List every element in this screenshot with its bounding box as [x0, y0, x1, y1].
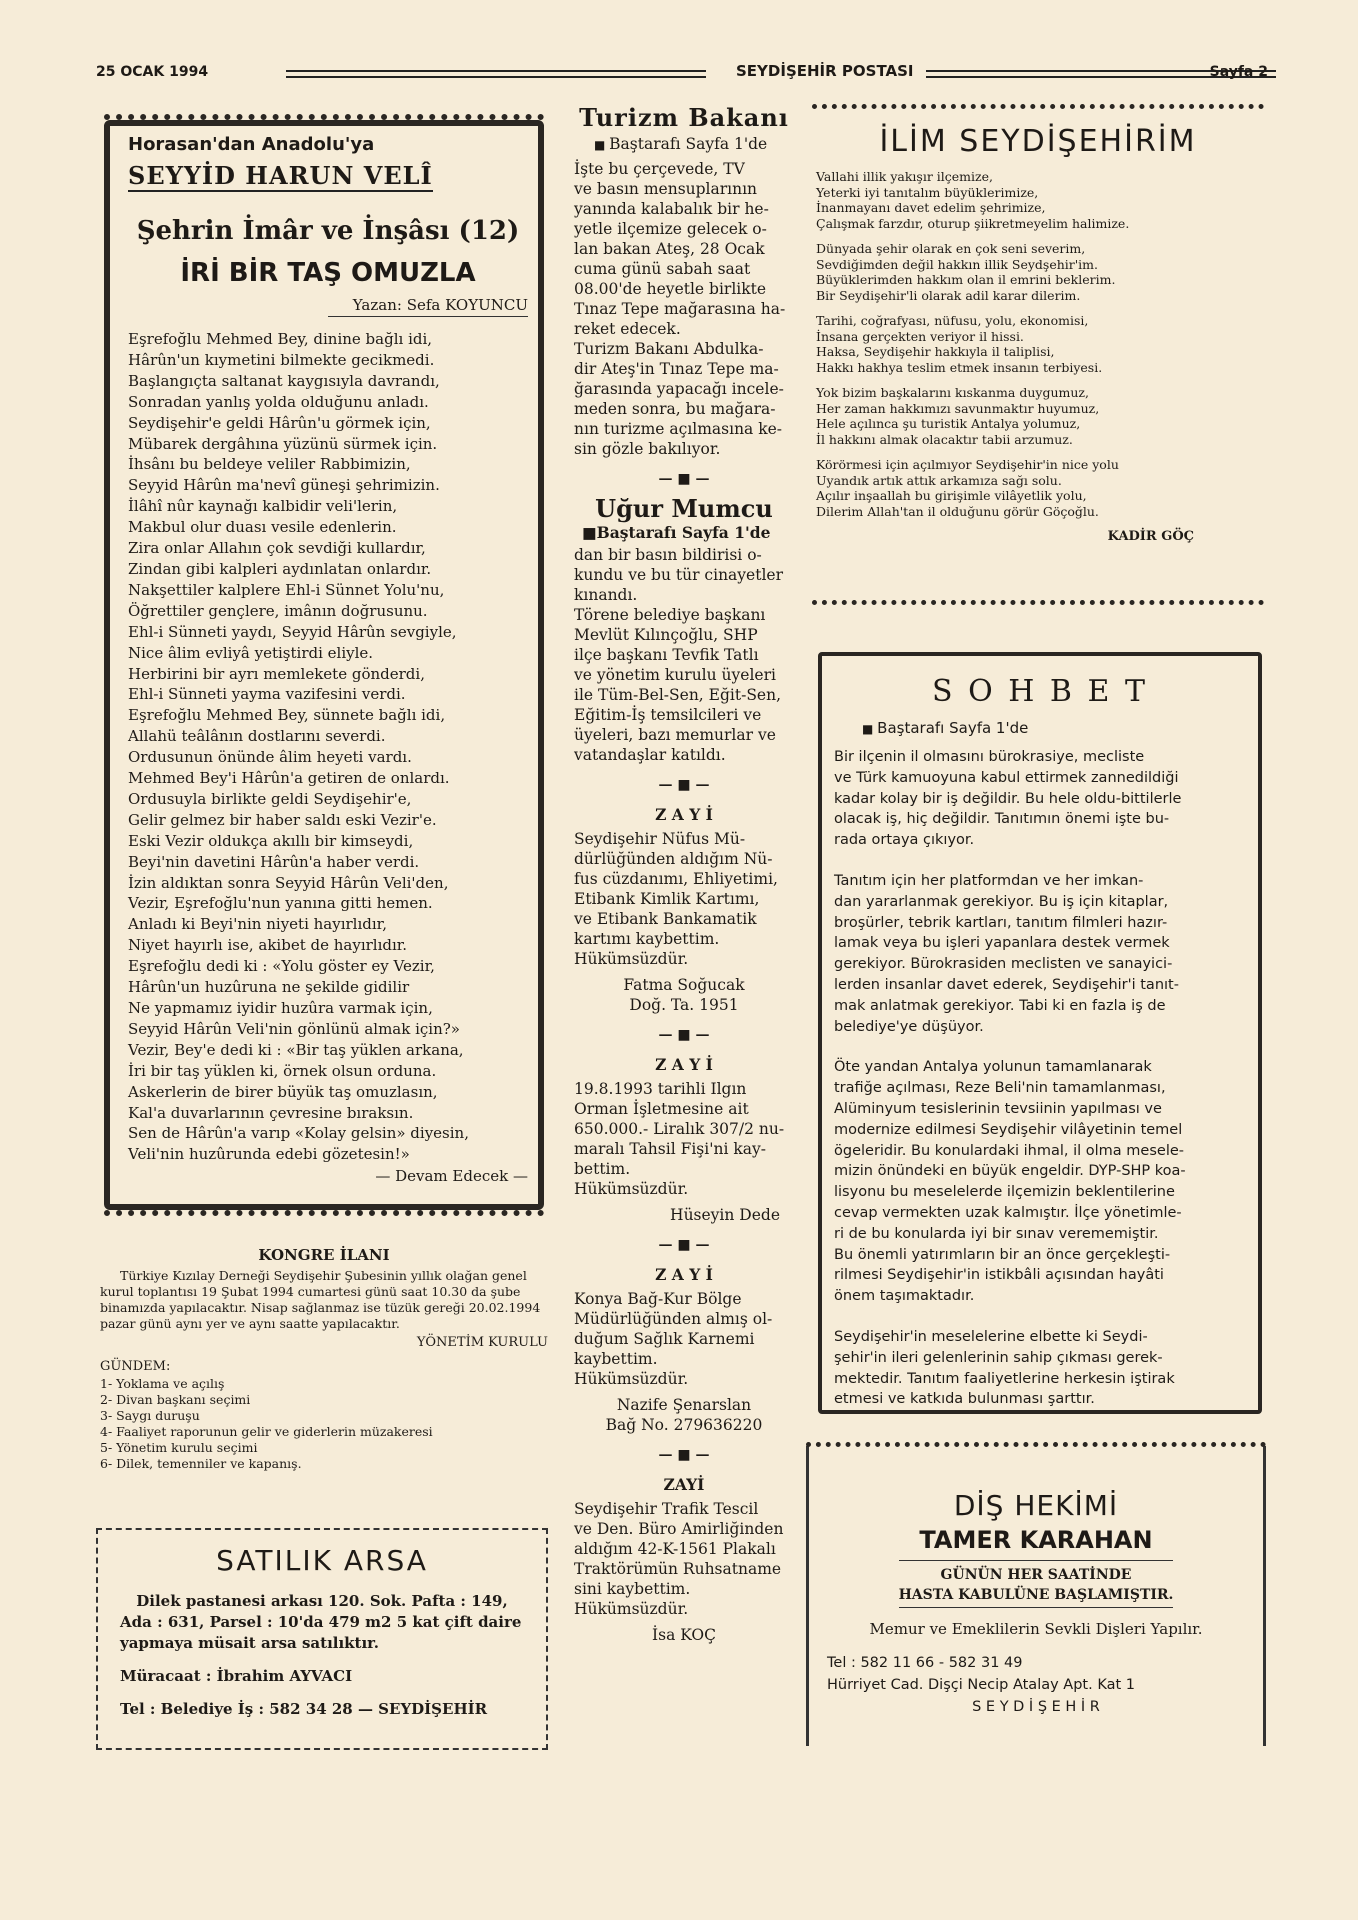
zayi-sign: Nazife Şenarslan	[616, 1396, 752, 1414]
stanza-line: Hele açılınca şu turistik Antalya yolumuz,	[816, 416, 1081, 431]
text-line: vatandaşlar katıldı.	[574, 746, 726, 764]
separator: — ■ —	[658, 777, 710, 793]
poem-line: Mübarek dergâhına yüzünü sürmek için.	[128, 434, 438, 453]
poem-author: Yazan: Sefa KOYUNCU	[328, 296, 528, 317]
text-line: dan bir basın bildirisi o-	[574, 546, 762, 564]
gundem-item: 6- Dilek, temenniler ve kapanış.	[100, 1456, 302, 1471]
poem-line: Mehmed Bey'i Hârûn'a getiren de onlardı.	[128, 769, 450, 788]
stanza-line: Hakkı hakhya teslim etmek insanın terbiyesi.	[816, 359, 1103, 375]
zayi-title: Z A Y İ	[655, 1265, 713, 1284]
poem-line: Zira onlar Allahın çok sevdiği kullardır,	[128, 539, 426, 558]
turizm-title: Turizm Bakanı	[579, 103, 789, 132]
text-line: Mevlüt Kılınçoğlu, SHP	[574, 626, 758, 644]
zayi-title: ZAYİ	[663, 1475, 705, 1494]
kongre-body: Türkiye Kızılay Derneği Seydişehir Şubesinin yıllık olağan genel kurul toplantısı 19 Şubat 1994 cumartesi günü saat 10.30 da şube binamızda yapılacaktır. Nisap sağlanmaz ise tüzük gereği 20.02.1994 pazar günü aynı yer ve aynı saatte yapılacaktır.	[100, 1268, 541, 1331]
text-line: Bu önemli yatırımların bir an önce gerçekleşti-	[834, 1246, 1171, 1263]
text-line: Turizm Bakanı Abdulka-	[574, 340, 764, 358]
poem-name: SEYYİD HARUN VELÎ	[128, 161, 433, 190]
poem-line: İri bir taş yüklen ki, örnek olsun orduna.	[128, 1061, 437, 1080]
poem-line: Makbul olur duası vesile edenlerin.	[128, 518, 397, 537]
poem-line: Ordusuyla birlikte geldi Seydişehir'e,	[128, 789, 412, 808]
text-line: gerekiyor. Bürokrasiden meclisten ve sanayici-	[834, 956, 1173, 973]
sohbet-paragraph	[834, 747, 1248, 851]
gundem-list	[100, 1376, 548, 1472]
text-line: belediye'ye düşüyor.	[834, 1018, 984, 1035]
text-line: kundu ve bu tür cinayetler	[574, 566, 783, 584]
text-line: meden sonra, bu mağara-	[574, 400, 776, 418]
text-line: kadar kolay bir iş değildir. Bu hele oldu-bittilerle	[834, 790, 1182, 807]
wavy-border	[104, 1210, 544, 1216]
kongre-notice	[100, 1246, 548, 1472]
separator: — ■ —	[658, 471, 710, 487]
stanza-line: Her zaman hakkımızı savunmaktır huyumuz,	[816, 400, 1100, 416]
gundem-title: GÜNDEM:	[100, 1359, 171, 1374]
text-line: Tınaz Tepe mağarasına ha-	[574, 300, 786, 318]
poem-line: İzin aldıktan sonra Seyyid Hârûn Veli'den,	[128, 873, 449, 892]
poem-line: İlâhî nûr kaynağı kalbidir veli'lerin,	[128, 497, 398, 516]
text-line: cuma günü sabah saat	[574, 260, 751, 278]
poem-line: Vezir, Eşrefoğlu'nun yanına gitti hemen.	[128, 894, 433, 913]
text-line: Öte yandan Antalya yolunun tamamlanarak	[834, 1059, 1152, 1076]
text-line: dir Ateş'in Tınaz Tepe ma-	[574, 360, 779, 378]
poem-content	[128, 134, 528, 1185]
arsa-contact: Müracaat : İbrahim AYVACI	[120, 1667, 353, 1685]
wavy-border	[104, 114, 544, 120]
text-line: Eğitim-İş temsilcileri ve	[574, 706, 762, 724]
separator: — ■ —	[658, 1447, 710, 1463]
poem-line: Beyi'nin davetini Hârûn'a haber verdi.	[128, 852, 420, 871]
poem-line: Veli'nin huzûrunda edebi gözetesin!»	[128, 1145, 410, 1164]
text-line: modernize edilmesi Seydişehir vilâyetinin temel	[834, 1121, 1183, 1138]
text-line: önem taşımaktadır.	[834, 1288, 975, 1305]
poem-line: Eşrefoğlu dedi ki : «Yolu göster ey Vezir,	[128, 957, 435, 976]
text-line: Traktörümün Ruhsatname	[574, 1560, 782, 1578]
ugur-from: ■Baştarafı Sayfa 1'de	[582, 523, 771, 542]
gundem-item: 2- Divan başkanı seçimi	[100, 1392, 251, 1407]
text-line: trafiğe açılması, Reze Beli'nin tamamlanması,	[834, 1080, 1166, 1097]
text-line: Hükümsüzdür.	[574, 1180, 689, 1198]
text-line: ögeleridir. Bu konulardaki ihmal, il olma mesele-	[834, 1142, 1185, 1159]
stanza-line: Haksa, Seydişehir hakkıyla il taliplisi,	[816, 344, 1055, 359]
stanza-line: Uyandık artık attık arkamıza sağı solu.	[816, 472, 1062, 488]
turizm-body	[574, 159, 794, 459]
poem-lines	[128, 329, 528, 1165]
stanza-line: Yeterki iyi tanıtalım büyüklerimize,	[816, 184, 1039, 200]
separator: — ■ —	[658, 1027, 710, 1043]
zayi-title: Z A Y İ	[655, 1055, 713, 1074]
ilim-stanzas	[816, 169, 1264, 519]
poem-line: Vezir, Bey'e dedi ki : «Bir taş yüklen arkana,	[128, 1040, 464, 1059]
ugur-body	[574, 545, 794, 765]
zayi-body	[574, 829, 794, 969]
page-number: Sayfa 2	[1209, 64, 1268, 80]
dis-hekimi-ad	[806, 1446, 1266, 1746]
arsa-ad	[96, 1528, 548, 1750]
dis-city: S E Y D İ Ş E H İ R	[972, 1699, 1100, 1715]
arsa-details	[120, 1591, 546, 1720]
dis-title: DİŞ HEKİMİ	[953, 1489, 1119, 1522]
ilim-title: İLİM SEYDİŞEHİRİM	[879, 124, 1197, 159]
page-header	[96, 62, 1268, 86]
text-line: aldığım 42-K-1561 Plakalı	[574, 1540, 776, 1558]
poem-line: Ehl-i Sünneti yaydı, Seyyid Hârûn sevgiyle,	[128, 622, 457, 641]
text-line: Seydişehir Nüfus Mü-	[574, 830, 746, 848]
stanza-line: Çalışmak farzdır, oturup şiikretmeyelim halimize.	[816, 215, 1130, 231]
stanza	[816, 457, 1264, 519]
stanza-line: Dilerim Allah'tan il olduğunu görür Göçoğlu.	[816, 503, 1099, 519]
turizm-from: ■ Baştarafı Sayfa 1'de	[594, 134, 794, 155]
text-line: etmesi ve katkıda bulunması şarttır.	[834, 1391, 1095, 1408]
stanza-line: Açılır inşaallah bu girişimle vilâyetlik yolu,	[816, 488, 1087, 503]
text-line: bettim.	[574, 1160, 631, 1178]
ilim-poem	[812, 124, 1264, 544]
text-line: reket edecek.	[574, 320, 681, 338]
arsa-line: Ada : 631, Parsel : 10'da 479 m2 5 kat çift daire	[120, 1613, 522, 1631]
separator: — ■ —	[658, 1237, 710, 1253]
zayi-sign: Fatma Soğucak	[623, 976, 745, 994]
poem-line: Allahü teâlânın dostlarını severdi.	[128, 727, 386, 746]
dis-line: Memur ve Emeklilerin Sevkli Dişleri Yapılır.	[869, 1620, 1203, 1638]
zayi-sign: Bağ No. 279636220	[605, 1416, 763, 1434]
stanza-line: Büyüklerimden hakkım olan il emrini beklerim.	[816, 272, 1116, 287]
text-line: maralı Tahsil Fişi'ni kay-	[574, 1140, 766, 1158]
issue-date: 25 OCAK 1994	[96, 64, 209, 80]
arsa-line: yapmaya müsait arsa satılıktır.	[120, 1634, 379, 1652]
text-line: Hükümsüzdür.	[574, 1600, 689, 1618]
text-line: sin gözle bakılıyor.	[574, 440, 721, 458]
text-line: lan bakan Ateş, 28 Ocak	[574, 240, 765, 258]
poem-line: Başlangıçta saltanat kaygısıyla davrandı,	[128, 371, 440, 390]
poem-line: Eşrefoğlu Mehmed Bey, dinine bağlı idi,	[128, 330, 433, 348]
dis-line: HASTA KABULÜNE BAŞLAMIŞTIR.	[898, 1587, 1174, 1603]
sohbet-paragraph	[834, 1057, 1248, 1307]
poem-kicker: Horasan'dan Anadolu'ya	[128, 134, 375, 155]
text-line: broşürler, tebrik kartları, tanıtım filmleri hazır-	[834, 914, 1168, 931]
text-line: yetle ilçemize gelecek o-	[574, 220, 767, 238]
stanza-line: İnsana gerçekten veriyor il hissi.	[816, 328, 1024, 344]
poem-line: Ordusunun önünde âlim heyeti vardı.	[128, 748, 412, 767]
stanza-line: Yok bizim başkalarını kıskanma duygumuz,	[816, 385, 1089, 400]
poem-line: Ne yapmamız iyidir huzûra varmak için,	[128, 999, 433, 1017]
gundem-item: 5- Yönetim kurulu seçimi	[100, 1440, 258, 1455]
text-line: fus cüzdanımı, Ehliyetimi,	[574, 870, 778, 888]
poem-line: Hârûn'un huzûruna ne şekilde gidilir	[128, 978, 410, 997]
kongre-title: KONGRE İLANI	[258, 1246, 390, 1264]
text-line: Etibank Kimlik Kartımı,	[574, 890, 760, 908]
text-line: ğarasında yapacağı incele-	[574, 380, 784, 398]
zayi-sign: İsa KOÇ	[652, 1626, 716, 1644]
text-line: kınandı.	[574, 586, 638, 604]
text-line: ve basın mensuplarının	[574, 180, 758, 198]
text-line: ile Tüm-Bel-Sen, Eğit-Sen,	[574, 686, 782, 704]
text-line: cevap vermekten uzak kalmıştır. İlçe yönetimle-	[834, 1204, 1182, 1221]
sohbet-from: ■ Baştarafı Sayfa 1'de	[862, 719, 1258, 737]
sohbet-body	[834, 747, 1248, 1410]
text-line: ve yönetim kurulu üyeleri	[574, 666, 776, 684]
poem-line: Niyet hayırlı ise, akibet de hayırlıdır.	[128, 936, 408, 955]
header-rule	[286, 70, 706, 78]
sohbet-paragraph	[834, 871, 1248, 1037]
wavy-border	[806, 1442, 1266, 1447]
text-line: rilmesi Seydişehir'in istikbâli açısından hayâti	[834, 1267, 1164, 1284]
poem-line: Ehl-i Sünneti yayma vazifesini verdi.	[128, 685, 406, 704]
text-line: kaybettim.	[574, 1350, 658, 1368]
text-line: Hükümsüzdür.	[574, 950, 689, 968]
text-line: şehir'in ileri gelenlerinin sahip çıkması gerek-	[834, 1349, 1163, 1366]
text-line: ve Türk kamuoyuna kabul ettirmek zannedildiği	[834, 769, 1179, 786]
stanza-line: İnanmayanı davet edelim şehrimize,	[816, 200, 1046, 215]
gundem-item: 4- Faaliyet raporunun gelir ve giderlerin müzakeresi	[100, 1424, 433, 1439]
text-line: ri de bu konularda iyi bir sınav verememiştir.	[834, 1225, 1159, 1242]
stanza-line: Vallahi illik yakışır ilçemize,	[816, 169, 993, 184]
sohbet-box	[818, 652, 1262, 1414]
text-line: Müdürlüğünden almış ol-	[574, 1310, 773, 1328]
stanza-line: Körörmesi için açılmıyor Seydişehir'in nice yolu	[816, 457, 1119, 472]
dis-phone: Tel : 582 11 66 - 582 31 49	[827, 1655, 1023, 1671]
dis-line: GÜNÜN HER SAATİNDE	[940, 1567, 1132, 1583]
text-line: kartımı kaybettim.	[574, 930, 720, 948]
dis-contact	[827, 1652, 1263, 1718]
text-line: duğum Sağlık Karnemi	[574, 1330, 755, 1348]
text-line: Seydişehir'in meselelerine elbette ki Seydi-	[834, 1328, 1148, 1345]
text-line: sini kaybettim.	[574, 1580, 691, 1598]
gundem-item: 3- Saygı duruşu	[100, 1408, 200, 1423]
poem-line: İhsânı bu beldeye veliler Rabbimizin,	[128, 455, 411, 474]
wavy-border	[812, 600, 1264, 605]
kongre-sign: YÖNETİM KURULU	[416, 1335, 548, 1350]
text-line: lamak veya bu işleri yapanlara destek vermek	[834, 935, 1170, 952]
text-line: Konya Bağ-Kur Bölge	[574, 1290, 742, 1308]
text-line: ilçe başkanı Tevfik Tatlı	[574, 646, 759, 664]
poem-line: Seyyid Hârûn Veli'nin gönlünü almak için?»	[128, 1019, 460, 1038]
text-line: dan yararlanmak gerekiyor. Bu iş için kitaplar,	[834, 893, 1169, 910]
text-line: üyeleri, bazı memurlar ve	[574, 726, 776, 744]
stanza-line: Bir Seydişehir'li olarak adil karar dilerim.	[816, 287, 1081, 303]
poem-title: Şehrin İmâr ve İnşâsı (12)	[136, 216, 520, 246]
text-line: 19.8.1993 tarihli Ilgın	[574, 1080, 747, 1098]
poem-continued: — Devam Edecek —	[375, 1167, 528, 1186]
stanza	[816, 241, 1264, 303]
zayi-body	[574, 1499, 794, 1619]
dis-address: Hürriyet Cad. Dişçi Necip Atalay Apt. Kat 1	[827, 1677, 1135, 1693]
poem-subtitle: İRİ BİR TAŞ OMUZLA	[180, 258, 476, 288]
stanza-line: Dünyada şehir olarak en çok seni severim,	[816, 241, 1086, 256]
poem-line: Seydişehir'e geldi Hârûn'u görmek için,	[128, 413, 431, 432]
text-line: Hükümsüzdür.	[574, 1370, 689, 1388]
ilim-author: KADİR GÖÇ	[1107, 529, 1194, 544]
text-line: Seydişehir Trafik Tescil	[574, 1500, 759, 1518]
dis-name: TAMER KARAHAN	[919, 1526, 1153, 1554]
sohbet-paragraph	[834, 1327, 1248, 1410]
arsa-phone: Tel : Belediye İş : 582 34 28 — SEYDİŞEHİR	[120, 1700, 488, 1718]
zayi-sign: Hüseyin Dede	[670, 1206, 780, 1224]
poem-line: Hârûn'un kıymetini bilmekte gecikmedi.	[128, 350, 435, 369]
text-line: 08.00'de heyetle birlikte	[574, 280, 767, 298]
poem-line: Nice âlim evliyâ yetiştirdi eliyle.	[128, 643, 374, 662]
poem-line: Zindan gibi kalpleri aydınlatan onlardır.	[128, 559, 432, 578]
stanza	[816, 385, 1264, 447]
ugur-title: Uğur Mumcu	[595, 494, 773, 523]
poem-line: Nakşettiler kalplere Ehl-i Sünnet Yolu'nu,	[128, 580, 445, 599]
text-line: olacak iş, hiç değildir. Tanıtımın önemi işte bu-	[834, 811, 1170, 828]
zayi-title: Z A Y İ	[655, 805, 713, 824]
poem-line: Eski Vezir oldukça akıllı bir kimseydi,	[128, 831, 414, 850]
text-line: Alüminyum tesislerinin tevsiinin yapılması ve	[834, 1100, 1162, 1117]
poem-line: Anladı ki Beyi'nin niyeti hayırlıdır,	[128, 915, 387, 934]
text-line: lerden insanlar davet ederek, Seydişehir'i tanıt-	[834, 976, 1179, 993]
zayi-body	[574, 1079, 794, 1199]
stanza-line: Tarihi, coğrafyası, nüfusu, yolu, ekonomisi,	[816, 313, 1089, 328]
poem-line: Kal'a duvarlarının çevresine bıraksın.	[128, 1103, 414, 1122]
stanza-line: İl hakkını almak olacaktır tabii arzumuz.	[816, 431, 1073, 447]
sohbet-title: S O H B E T	[932, 674, 1148, 709]
text-line: lisyonu bu meselelerde ilçemizin beklentilerine	[834, 1184, 1175, 1201]
text-line: dürlüğünden aldığım Nü-	[574, 850, 773, 868]
text-line: nın turizme açılmasına ke-	[574, 420, 783, 438]
arsa-title: SATILIK ARSA	[216, 1544, 428, 1577]
text-line: Tanıtım için her platformdan ve her imkan-	[834, 872, 1144, 889]
poem-line: Herbirini bir ayrı memlekete gönderdi,	[128, 664, 425, 683]
poem-line: Gelir gelmez bir haber saldı eski Vezir'e.	[128, 810, 437, 829]
text-line: rada ortaya çıkıyor.	[834, 832, 975, 849]
zayi-body	[574, 1289, 794, 1389]
text-line: mak anlatmak gerekiyor. Tabi ki en fazla iş de	[834, 997, 1166, 1014]
arsa-line: Dilek pastanesi arkası 120. Sok. Pafta : 149,	[136, 1592, 508, 1610]
poem-line: Sen de Hârûn'a varıp «Kolay gelsin» diyesin,	[128, 1124, 469, 1143]
divider	[899, 1560, 1173, 1561]
text-line: yanında kalabalık bir he-	[574, 200, 769, 218]
wavy-border	[812, 104, 1264, 109]
stanza-line: Sevdiğimden değil hakkın illik Seydşehir'im.	[816, 256, 1099, 272]
poem-line: Seyyid Hârûn ma'nevî güneşi şehrimizin.	[128, 476, 440, 495]
poem-line: Sonradan yanlış yolda olduğunu anladı.	[128, 392, 429, 411]
poem-line: Öğrettiler gençlere, imânın doğrusunu.	[128, 601, 428, 620]
text-line: 650.000.- Liralık 307/2 nu-	[574, 1120, 785, 1138]
text-line: Bir ilçenin il olmasını bürokrasiye, mecliste	[834, 749, 1145, 765]
text-line: İşte bu çerçevede, TV	[574, 160, 745, 178]
text-line: Törene belediye başkanı	[574, 606, 766, 624]
zayi-sign: Doğ. Ta. 1951	[629, 996, 739, 1014]
text-line: mektedir. Tanıtım faaliyetlerine herkesin iştirak	[834, 1370, 1175, 1387]
text-line: ve Den. Büro Amirliğinden	[574, 1520, 784, 1538]
text-line: Orman İşletmesine ait	[574, 1100, 749, 1118]
poem-line: Askerlerin de birer büyük taş omuzlasın,	[128, 1082, 438, 1101]
divider	[899, 1607, 1173, 1608]
stanza	[816, 169, 1264, 231]
stanza	[816, 313, 1264, 375]
masthead: SEYDİŞEHİR POSTASI	[736, 62, 914, 80]
gundem-item: 1- Yoklama ve açılış	[100, 1376, 225, 1391]
poem-line: Eşrefoğlu Mehmed Bey, sünnete bağlı idi,	[128, 706, 446, 725]
middle-column	[574, 103, 794, 1645]
text-line: mizin önündeki en büyük engeldir. DYP-SHP koa-	[834, 1163, 1186, 1180]
text-line: ve Etibank Bankamatik	[574, 910, 757, 928]
